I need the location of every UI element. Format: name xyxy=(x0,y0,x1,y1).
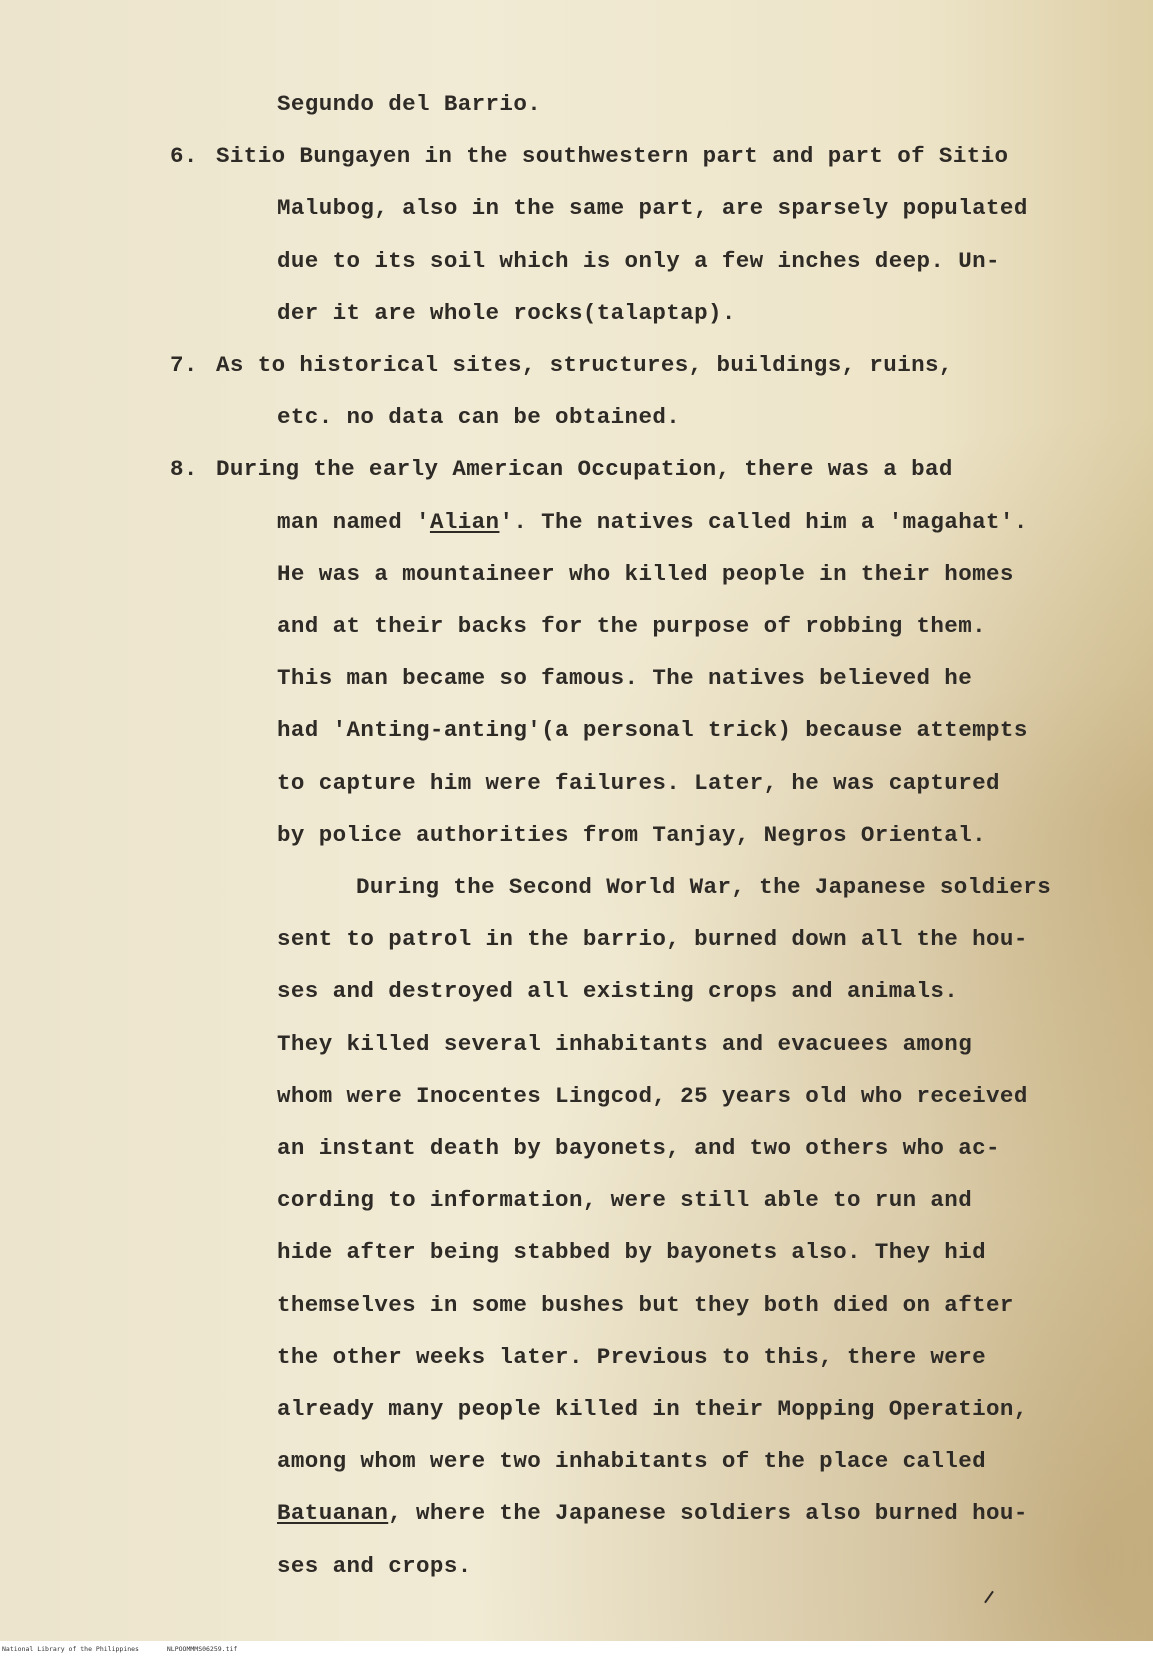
line-text: cording to information, were still able to run and xyxy=(277,1187,973,1214)
text-line xyxy=(277,977,958,1005)
line-text: der it are whole rocks(talaptap). xyxy=(277,299,736,326)
library-credit: National Library of the Philippines xyxy=(2,1645,139,1653)
line-text: '. The natives called him a 'magahat'. xyxy=(499,508,1028,535)
line-text: During the early American Occupation, there was a bad xyxy=(216,456,953,483)
line-text: an instant death by bayonets, and two others who ac- xyxy=(277,1135,1000,1161)
text-line xyxy=(277,1238,986,1266)
line-text: among whom were two inhabitants of the place called xyxy=(277,1448,987,1475)
line-text: They killed several inhabitants and evacuees among xyxy=(277,1030,973,1057)
text-line xyxy=(277,1291,1014,1319)
pen-mark xyxy=(984,1591,994,1604)
line-text: already many people killed in their Mopping Operation, xyxy=(277,1396,1028,1422)
text-line xyxy=(277,299,736,327)
line-text: the other weeks later. Previous to this, there were xyxy=(277,1343,987,1370)
text-line xyxy=(277,769,1000,797)
line-text: hide after being stabbed by bayonets also. They hid xyxy=(277,1239,987,1266)
line-text: , where the Japanese soldiers also burned hou- xyxy=(388,1500,1028,1527)
text-line xyxy=(277,925,1028,953)
line-text: As to historical sites, structures, buildings, ruins, xyxy=(216,352,953,378)
underlined-name: Batuanan xyxy=(277,1500,389,1527)
item-number: 7. xyxy=(170,352,198,378)
text-line xyxy=(277,403,680,431)
file-code: NLPOOMMMS06259.tif xyxy=(166,1645,238,1653)
line-text: ses and destroyed all existing crops and animals. xyxy=(277,978,959,1005)
text-line xyxy=(277,90,541,118)
text-line xyxy=(277,1447,986,1475)
text-line xyxy=(277,508,1028,536)
scan-footer xyxy=(0,1641,1153,1658)
text-line xyxy=(277,1395,1028,1423)
item-number: 8. xyxy=(170,456,198,483)
text-line xyxy=(277,612,986,640)
text-line xyxy=(277,1186,972,1214)
line-text: and at their backs for the purpose of robbing them. xyxy=(277,613,987,639)
text-line xyxy=(277,821,986,849)
text-line xyxy=(277,1134,1000,1162)
text-line xyxy=(170,351,953,379)
text-line xyxy=(277,716,1028,744)
line-text: to capture him were failures. Later, he was captured xyxy=(277,769,1000,796)
line-text: Malubog, also in the same part, are sparsely populated xyxy=(277,195,1028,222)
line-text: due to its soil which is only a few inches deep. Un- xyxy=(277,247,1000,274)
item-number: 6. xyxy=(170,143,198,170)
text-line xyxy=(277,560,1014,588)
line-text: had 'Anting-anting'(a personal trick) because attempts xyxy=(277,717,1028,744)
line-text: He was a mountaineer who killed people in their homes xyxy=(277,560,1014,587)
text-line xyxy=(356,873,1051,901)
text-line xyxy=(277,664,972,692)
text-line xyxy=(277,247,1000,275)
line-text: by police authorities from Tanjay, Negros Oriental. xyxy=(277,821,987,848)
text-line xyxy=(277,1552,472,1580)
line-text: ses and crops. xyxy=(277,1552,472,1579)
line-text: During the Second World War, the Japanese soldiers xyxy=(356,874,1052,900)
line-text: sent to patrol in the barrio, burned down all the hou- xyxy=(277,926,1028,953)
text-line xyxy=(277,1082,1028,1110)
text-line xyxy=(170,455,953,483)
text-line xyxy=(277,1030,972,1058)
line-text: themselves in some bushes but they both died on after xyxy=(277,1291,1014,1318)
line-text: Segundo del Barrio. xyxy=(277,91,542,117)
underlined-name: Alian xyxy=(429,508,500,535)
line-text: whom were Inocentes Lingcod, 25 years old who received xyxy=(277,1082,1028,1109)
line-text: man named ' xyxy=(277,508,430,535)
text-line xyxy=(170,142,1008,170)
line-text: This man became so famous. The natives believed he xyxy=(277,665,973,692)
text-line xyxy=(277,1499,1028,1527)
line-text: Sitio Bungayen in the southwestern part and part of Sitio xyxy=(216,143,1009,170)
line-text: etc. no data can be obtained. xyxy=(277,404,681,431)
text-line xyxy=(277,194,1028,222)
text-line xyxy=(277,1343,986,1371)
